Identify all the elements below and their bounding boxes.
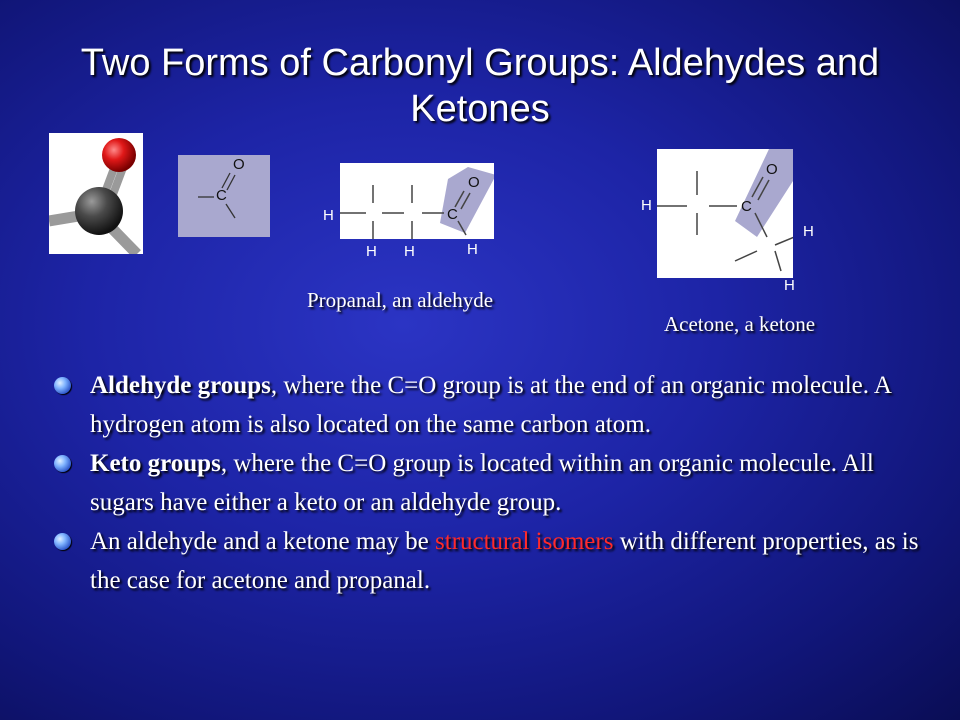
bullet-list [54,366,924,600]
bullet-isomers-text-after: with different properties, as is the case for acetone and propanal. [90,528,919,594]
bullet-isomers [54,522,924,600]
carbonyl-3d-model [49,133,143,254]
acetone-oxygen-label: O [766,161,778,178]
propanal-h-bottom-2-label: H [404,243,415,260]
acetone-carbon-label: C [741,198,752,215]
bullet-aldehyde-term: Aldehyde groups [90,372,271,399]
bullet-sphere-icon [54,377,71,394]
acetone-h-right-label: H [803,223,814,240]
propanal-oxygen-label: O [468,174,480,191]
propanal-h-bottom-1-label: H [366,243,377,260]
propanal-carbon-label: C [447,206,458,223]
bullet-isomers-text-before: An aldehyde and a ketone may be [90,528,436,555]
bullet-keto-term: Keto groups [90,450,221,477]
propanal-caption: Propanal, an aldehyde [307,288,494,312]
acetone-h-bottom-label: H [784,277,795,294]
acetone-caption: Acetone, a ketone [664,312,816,336]
propanal-outer-labels [320,200,500,260]
oxygen-atom-label: O [233,156,245,173]
carbon-atom-label: C [216,187,227,204]
acetone-h-left-label: H [641,197,652,214]
bullet-keto [54,444,924,522]
bullet-aldehyde [54,366,924,444]
bullet-aldehyde-text: , where the C=O group is at the end of an organic molecule. A hydrogen atom is also located on the same carbon atom. [90,372,891,438]
bullet-sphere-icon [54,533,71,550]
propanal-h-right-label: H [467,241,478,258]
bullet-sphere-icon [54,455,71,472]
bullet-keto-text: , where the C=O group is located within an organic molecule. All sugars have either a keto or an aldehyde group. [90,450,874,516]
generic-carbonyl-diagram [178,155,270,237]
acetone-outer-labels [636,190,826,300]
structural-isomers-highlight: structural isomers [435,528,614,555]
propanal-h-left-label: H [323,207,334,224]
slide-title: Two Forms of Carbonyl Groups: Aldehydes and Ketones [80,42,880,130]
